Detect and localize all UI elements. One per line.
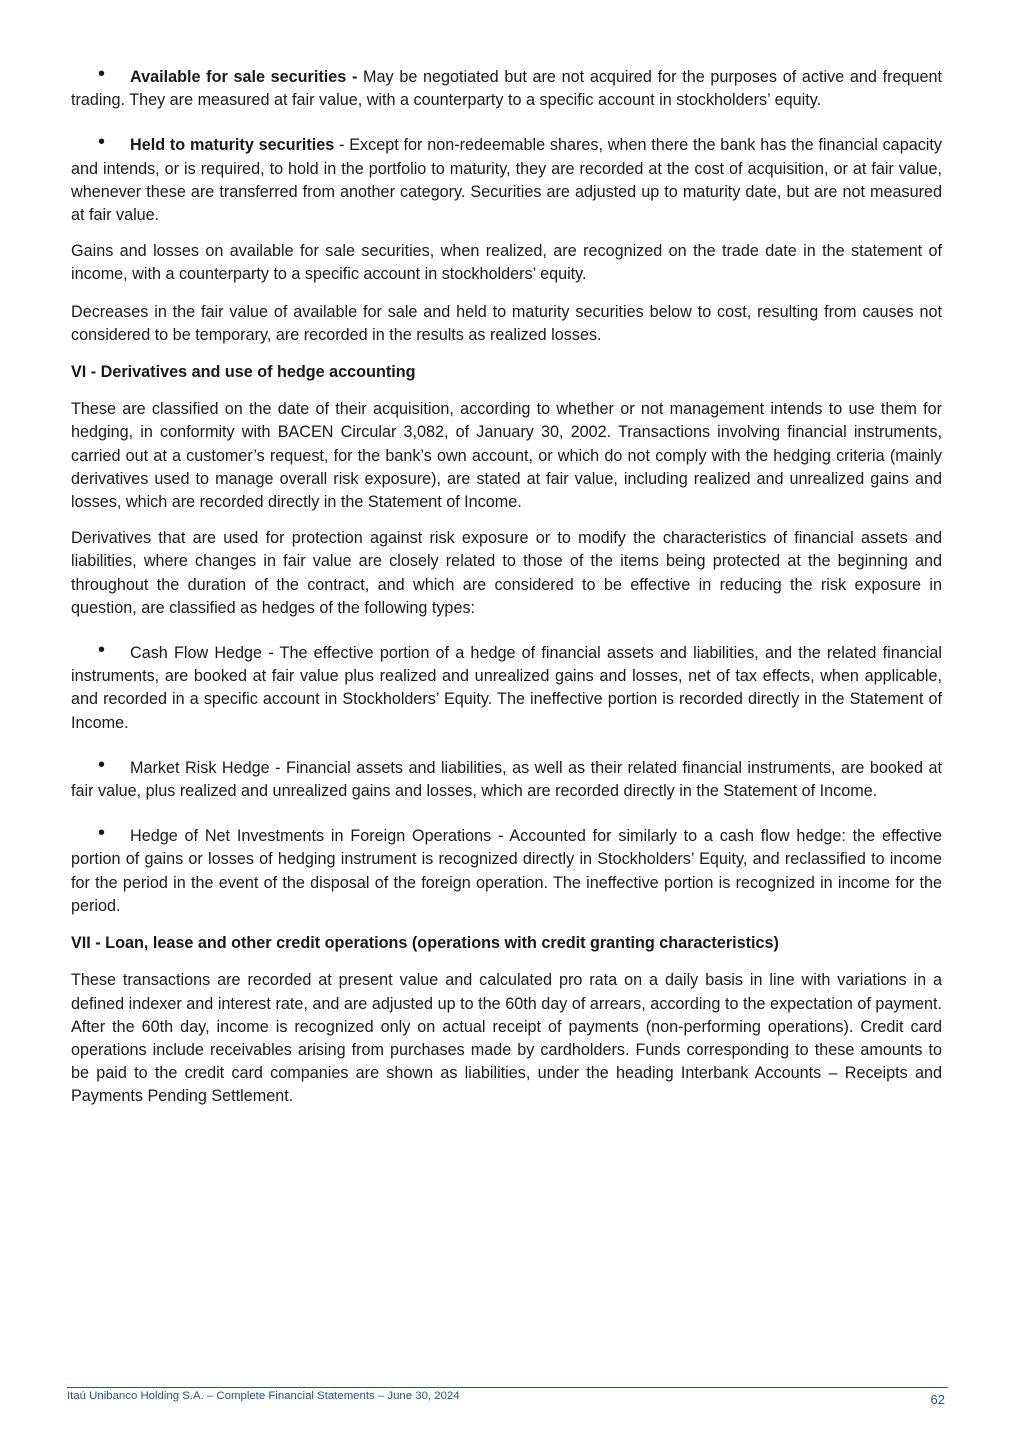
bullet-term: Available for sale securities -: [130, 68, 358, 86]
page-footer: [67, 1387, 948, 1407]
section-heading-vi: VI - Derivatives and use of hedge accounting: [71, 363, 416, 382]
bullet-text: Hedge of Net Investments in Foreign Operations - Accounted for similarly to a cash flow hedge: the effective portion of gains or losses of hedging instrument is recognized directly in Stockholders’ Equity, and reclassified to income for the period in the event of the disposal of the foreign operation. The ineffective portion is recognized in income for the period.: [71, 827, 942, 915]
bullet-dot: •: [98, 822, 106, 845]
paragraph-credit-operations: These transactions are recorded at present value and calculated pro rata on a daily basis in line with variations in a defined indexer and interest rate, and are adjusted up to the 60th day of arrears, according to the expectation of payment. After the 60th day, income is recognized only on actual receipt of payments (non-performing operations). Credit card operations include receivables arising from purchases made by cardholders. Funds corresponding to these amounts to be paid to the credit card companies are shown as liabilities, under the heading Interbank Accounts – Receipts and Payments Pending Settlement.: [71, 971, 942, 1106]
bullet-net-investments-hedge: [71, 822, 942, 918]
bullet-text: May be negotiated but are not acquired for the purposes of active and frequent trading. They are measured at fair value, with a counterparty to a specific account in stockholders’ equity.: [71, 68, 942, 110]
bullet-market-risk-hedge: [71, 753, 942, 803]
document-body: [71, 63, 942, 1109]
paragraph-derivatives-protection: Derivatives that are used for protection against risk exposure or to modify the characteristics of financial assets and liabilities, where changes in fair value are closely related to those of the items being protected at the beginning and throughout the duration of the contract, and which are considered to be effective in reducing the risk exposure in question, are classified as hedges of the following types:: [71, 529, 942, 617]
bullet-dot: •: [98, 131, 106, 154]
paragraph-decreases-fair-value: Decreases in the fair value of available for sale and held to maturity securities below to cost, resulting from causes not considered to be temporary, are recorded in the results as realized losses.: [71, 302, 942, 344]
footer-document-title: Itaú Unibanco Holding S.A. – Complete Financial Statements – June 30, 2024: [67, 1390, 460, 1402]
bullet-available-for-sale: [71, 63, 942, 112]
paragraph-classification: These are classified on the date of their acquisition, according to whether or not management intends to use them for hedging, in conformity with BACEN Circular 3,082, of January 30, 2002. Transactions involving financial instruments, carried out at a customer’s request, for the bank’s own account, or which do not comply with the hedging criteria (mainly derivatives used to manage overall risk exposure), are stated at fair value, including realized and unrealized gains and losses, which are recorded directly in the Statement of Income.: [71, 400, 942, 512]
bullet-term: Held to maturity securities: [130, 136, 335, 155]
bullet-text: Market Risk Hedge - Financial assets and liabilities, as well as their related financial instruments, are booked at fair value, plus realized and unrealized gains and losses, which are recorded directly in the Statement of Income.: [71, 758, 942, 801]
bullet-dot: •: [98, 639, 106, 662]
bullet-text: Cash Flow Hedge - The effective portion of a hedge of financial assets and liabilities, and the related financial instruments, are booked at fair value plus realized and unrealized gains and losses, net of tax effects, when applicable, and recorded in a specific account in Stockholders’ Equity. The ineffective portion is recorded directly in the Statement of Income.: [71, 644, 942, 732]
paragraph-gains-losses: Gains and losses on available for sale securities, when realized, are recognized on the trade date in the statement of income, with a counterparty to a specific account in stockholders’ equity.: [71, 242, 942, 284]
bullet-text: - Except for non-redeemable shares, when there the bank has the financial capacity and intends, or is required, to hold in the portfolio to maturity, they are recorded at the cost of acquisition, or at fair value, whenever these are transferred from another category. Securities are adjusted up to maturity date, but are not measured at fair value.: [71, 136, 942, 225]
bullet-dot: •: [98, 753, 106, 776]
bullet-dot: •: [98, 63, 106, 85]
bullet-held-to-maturity: [71, 131, 942, 227]
bullet-cash-flow-hedge: [71, 639, 942, 735]
page-number: 62: [930, 1392, 945, 1407]
section-heading-vii: VII - Loan, lease and other credit operations (operations with credit granting characteristics): [71, 934, 779, 953]
